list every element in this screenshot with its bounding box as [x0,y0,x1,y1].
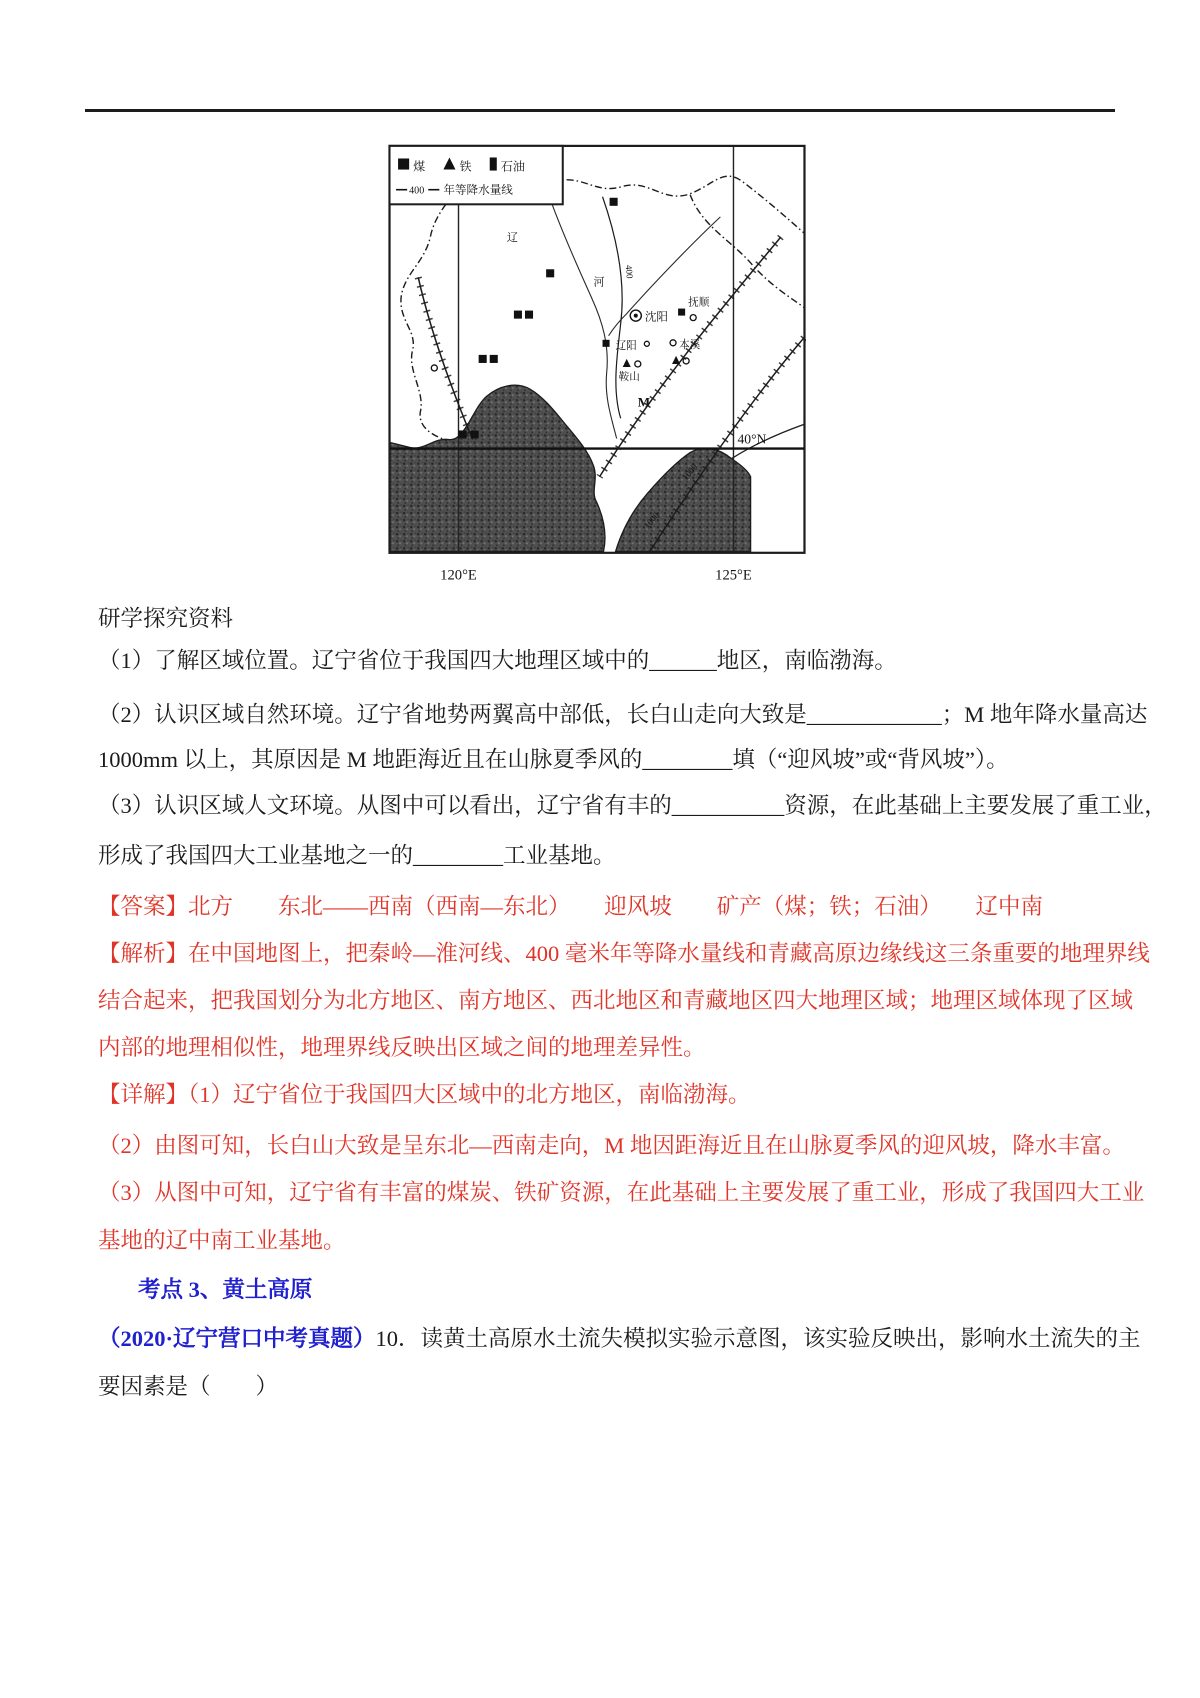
shenyang-marker-dot [634,314,638,318]
question-source: （2020·辽宁营口中考真题） [98,1326,376,1351]
analysis-line2: 结合起来，把我国划分为北方地区、南方地区、西北地区和青藏地区四大地理区域；地理区域体现了区域 [98,988,1134,1013]
answer-line: 【答案】北方 东北——西南（西南—东北） 迎风坡 矿产（煤；铁；石油） 辽中南 [98,894,1044,919]
isohyet-400-label: 400 [623,264,635,279]
section-heading: 考点 3、黄土高原 [138,1277,313,1302]
city-label-fushun: 抚顺 [688,297,710,309]
legend-coal-icon [398,158,409,169]
question-1: （1）了解区域位置。辽宁省位于我国四大地理区域中的______地区，南临渤海。 [98,648,897,673]
question-3-line1: （3）认识区域人文环境。从图中可以看出，辽宁省有丰的__________资源，在此基础上主要发展了重工业， [98,793,1167,818]
detail-line4: 基地的辽中南工业基地。 [98,1228,346,1253]
question-3-line2: 形成了我国四大工业基地之一的________工业基地。 [98,843,616,868]
liaoning-map [388,144,806,596]
isohyet-1000-label: 1000 [680,461,700,483]
city-label-benxi: 本溪 [679,339,701,351]
detail-line2: （2）由图可知，长白山大致是呈东北—西南走向，M 地因距海近且在山脉夏季风的迎风坡，降水丰富。 [98,1133,1125,1158]
legend-iron-label: 铁 [459,159,472,174]
city-label-anshan: 鞍山 [618,372,640,384]
point-m-label: M [637,394,651,410]
analysis-line1: 【解析】在中国地图上，把秦岭—淮河线、400 毫米年等降水量线和青藏高原边缘线这三条重要的地理界线 [98,941,1150,966]
lon-label-125e: 125°E [715,567,752,584]
detail-line3: （3）从图中可知，辽宁省有丰富的煤炭、铁矿资源，在此基础上主要发展了重工业，形成了我国四大工业 [98,1180,1145,1205]
liaoning-map-figure [388,144,806,596]
question-2-line1: （2）认识区域自然环境。辽宁省地势两翼高中部低，长白山走向大致是____________；M 地年降水量高达 [98,702,1148,727]
question-10-line2: 要因素是（ ） [98,1374,279,1399]
city-label-liaoyang: 辽阳 [615,340,637,352]
map-legend [390,146,563,204]
lon-label-120e: 120°E [440,567,477,584]
legend-isohyet-value: 400 [409,185,425,197]
study-material-title: 研学探究资料 [98,606,234,631]
legend-oil-label: 石油 [500,159,525,174]
header-rule [85,109,1115,112]
question-10-text: 10．读黄土高原水土流失模拟实验示意图，该实验反映出，影响水土流失的主 [375,1326,1141,1351]
detail-line1: 【详解】（1）辽宁省位于我国四大区域中的北方地区，南临渤海。 [98,1082,751,1107]
liaoyang-coal [603,340,610,347]
isohyet-1000-label-2: 1000 [641,510,662,531]
question-2-line2: 1000mm 以上，其原因是 M 地距海近且在山脉夏季风的________填（“迎风坡”或“背风坡”）。 [98,747,1009,772]
analysis-line3: 内部的地理相似性，地理界线反映出区域之间的地理差异性。 [98,1035,706,1060]
lat-label-40n: 40°N [737,431,767,447]
river-label-char1: 辽 [506,232,518,245]
question-10-line1 [98,1324,1141,1354]
river-label-char2: 河 [593,276,605,289]
legend-oil-icon [490,157,497,170]
legend-coal-label: 煤 [413,159,426,174]
city-label-shenyang: 沈阳 [644,310,668,324]
fushun-coal [678,309,685,316]
legend-isohyet-label: 年等降水量线 [443,183,513,197]
